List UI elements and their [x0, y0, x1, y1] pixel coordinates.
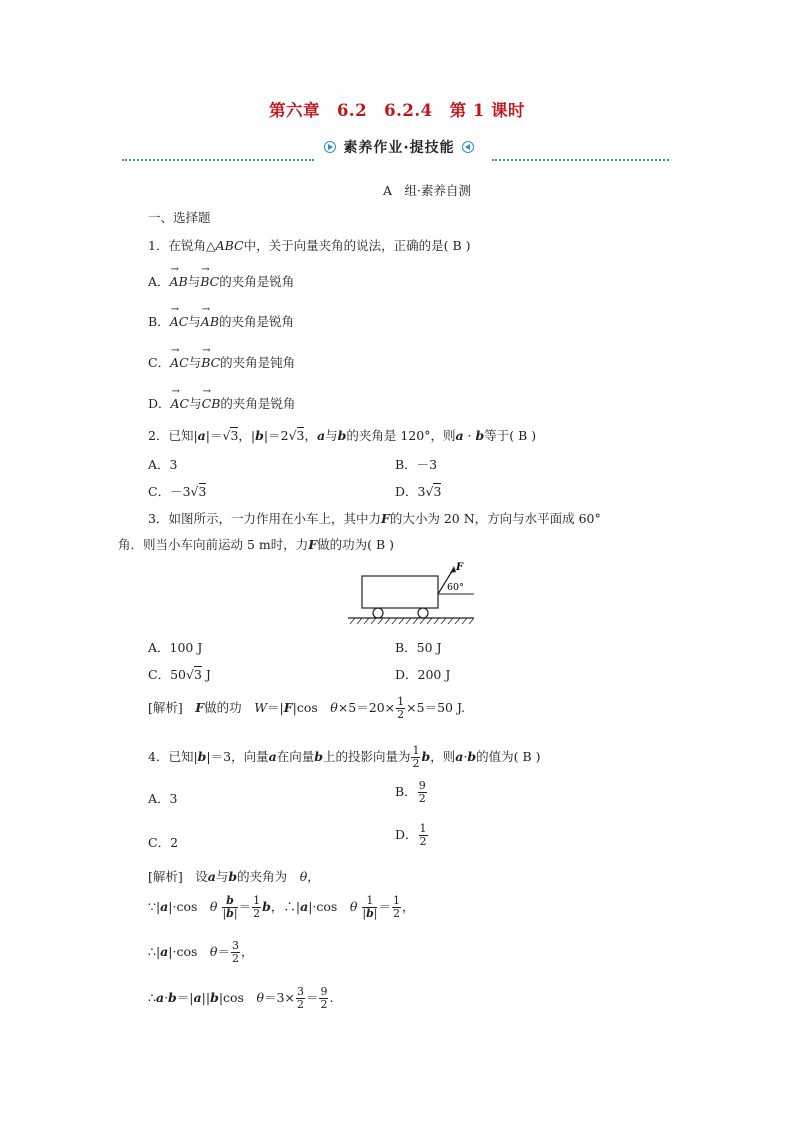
vector-a: a	[207, 869, 216, 884]
denominator: 2	[253, 907, 261, 920]
fraction-one-half	[411, 745, 420, 770]
numerator: 1	[362, 895, 377, 908]
numerator: 1	[419, 822, 427, 835]
text: ＝3×	[264, 990, 295, 1005]
option-text: 的夹角是钝角	[220, 355, 296, 370]
q3-stem-line1	[148, 509, 601, 527]
q1-option-b	[148, 312, 294, 330]
vector-ab: → AB	[170, 274, 188, 289]
vector-bc: → BC	[200, 274, 219, 289]
play-left-icon	[462, 141, 474, 153]
page-title: 第六章 6.2 6.2.4 第 1 课时	[268, 101, 526, 120]
text: ＝	[238, 899, 252, 914]
text: |cos	[292, 700, 331, 715]
text: 的夹角为	[237, 869, 288, 884]
vector-ab: → AB	[201, 314, 219, 329]
text: ∴	[148, 990, 156, 1005]
denominator: 2	[418, 792, 426, 805]
text: 等于( B )	[484, 428, 537, 443]
text: ，|	[238, 428, 256, 443]
radicand: 3	[230, 428, 239, 443]
radicand: 3	[193, 667, 202, 682]
text: 角．则当小车向前运动 5 m时，力	[118, 537, 309, 552]
denominator: |b|	[362, 907, 378, 920]
denominator: 2	[419, 835, 427, 848]
option-text: 的夹角是锐角	[220, 396, 296, 411]
sqrt-sign: √	[222, 428, 231, 443]
text: ×5＝50 J.	[406, 700, 465, 715]
text: D．	[395, 827, 418, 842]
numerator: 1	[393, 894, 400, 907]
q2-stem	[148, 426, 536, 444]
theta: θ	[330, 700, 338, 715]
text: |·cos	[168, 944, 210, 959]
question-type-label: 一、选择题	[148, 210, 211, 225]
figure-angle-label: 60°	[447, 582, 464, 593]
denominator: 2	[231, 952, 239, 965]
text: ∵|	[148, 899, 161, 914]
text: ，	[304, 428, 317, 443]
vector-ac: → AC	[171, 396, 190, 411]
fraction-one-half	[419, 823, 428, 848]
vector-a: a	[160, 899, 169, 914]
denominator: 2	[393, 907, 400, 920]
banner-text: 素养作业·提技能	[343, 140, 455, 156]
option-text: 的夹角是锐角	[219, 314, 295, 329]
fraction-three-halves	[296, 986, 305, 1011]
numerator: 1	[412, 744, 420, 757]
text: 做的功为( B )	[317, 537, 395, 552]
vector-a: a	[155, 990, 165, 1005]
text: ，	[402, 899, 415, 914]
q1-stem-suffix: 中，关于向量夹角的说法，正确的是( B )	[243, 238, 471, 253]
text: ·	[463, 428, 476, 443]
q2-option-b: B．－3	[395, 457, 438, 472]
text: ＝|	[267, 700, 284, 715]
text: ∴|	[283, 899, 301, 914]
text: |cos	[218, 990, 257, 1005]
sqrt-sign: √	[288, 428, 297, 443]
text: 3．如图所示，一力作用在小车上，其中力	[148, 511, 381, 526]
text: ·	[164, 990, 169, 1005]
fraction-three-halves	[231, 940, 240, 965]
q4-solution-line3	[148, 940, 253, 965]
force-f: F	[308, 537, 318, 552]
denominator: 2	[296, 998, 304, 1011]
q3-option-d: D．200 J	[395, 667, 451, 682]
text: J	[201, 667, 211, 682]
section-banner	[0, 137, 794, 157]
text: ＝	[217, 944, 230, 959]
vector-a: a	[268, 749, 277, 764]
banner-dotted-rule-left	[122, 159, 314, 161]
text: 在向量	[276, 749, 315, 764]
vector-b: b	[168, 990, 177, 1005]
force-f: F	[195, 700, 205, 715]
q4-option-d	[395, 823, 429, 848]
option-label: A．	[148, 274, 170, 289]
text: |＝	[205, 428, 223, 443]
vector-b: b	[421, 749, 431, 764]
vector-b: b	[262, 899, 271, 914]
numerator: 1	[253, 894, 261, 907]
vector-ac: → AC	[170, 355, 189, 370]
q4-solution-line1	[148, 867, 320, 885]
vector-b: b	[255, 428, 264, 443]
denominator: 2	[412, 757, 420, 770]
numerator: 9	[320, 985, 328, 998]
cart-wheel-left	[373, 608, 383, 618]
banner-label-box	[305, 138, 493, 156]
vector-a: a	[300, 899, 309, 914]
text: 上的投影向量为	[322, 749, 411, 764]
q1-option-a	[148, 272, 294, 290]
text: D．3	[395, 484, 426, 499]
text: ×5＝20×	[337, 700, 396, 715]
text: 2．已知|	[148, 428, 198, 443]
cart-force-figure	[346, 560, 481, 630]
numerator: 9	[418, 779, 426, 792]
vector-a: a	[197, 428, 206, 443]
q3-option-a: A．100 J	[148, 640, 203, 655]
q1-option-d	[148, 394, 295, 412]
fraction-one-half	[392, 895, 401, 920]
text: B．	[395, 784, 417, 799]
vector-b: b	[467, 749, 477, 764]
text: |＝2	[263, 428, 289, 443]
connector: 与	[187, 274, 201, 289]
ground-hatching	[350, 618, 474, 624]
vector-b: b	[197, 749, 207, 764]
text: 4．已知|	[148, 749, 198, 764]
text: ＝	[305, 990, 319, 1005]
denominator: 2	[320, 998, 328, 1011]
group-label: A 组·素养自测	[383, 183, 472, 198]
vector-b: b	[228, 869, 238, 884]
q2-option-c	[148, 482, 206, 500]
text: ，则	[430, 749, 456, 764]
option-text: 的夹角是锐角	[219, 274, 295, 289]
sqrt-sign: √	[185, 667, 194, 682]
radicand: 3	[296, 428, 305, 443]
vector-b: b	[226, 907, 234, 920]
q1-option-c	[148, 353, 295, 371]
numerator: b	[222, 895, 237, 908]
numerator: 1	[397, 695, 405, 708]
text: ·	[463, 749, 468, 764]
vector-a: a	[455, 428, 464, 443]
option-label: C．	[148, 355, 171, 370]
text: ∴|	[148, 944, 161, 959]
text: 的夹角是 120°，则	[346, 428, 456, 443]
q1-triangle: ABC	[215, 238, 244, 253]
fraction-nine-halves	[319, 986, 328, 1011]
numerator: 3	[231, 939, 239, 952]
text: |·cos	[308, 899, 350, 914]
solution-tag: [解析]	[148, 700, 183, 715]
denominator: |b|	[222, 907, 238, 920]
q4-option-c: C．2	[148, 835, 179, 850]
fraction-one-half	[396, 696, 405, 721]
option-label: D．	[148, 396, 171, 411]
vector-ac: → AC	[170, 314, 189, 329]
q4-option-b	[395, 780, 428, 805]
work-w: W	[254, 700, 268, 715]
connector: 与	[188, 355, 202, 370]
vector-a: a	[455, 749, 464, 764]
text: 的值为( B )	[476, 749, 541, 764]
theta: θ	[299, 869, 308, 884]
text: 做的功	[204, 700, 242, 715]
q3-solution	[148, 696, 465, 721]
vector-b: b	[337, 428, 347, 443]
play-right-icon	[324, 141, 336, 153]
text: 设	[195, 869, 208, 884]
text: ，	[307, 869, 320, 884]
text: ||	[201, 990, 211, 1005]
force-f: F	[283, 700, 293, 715]
force-f: F	[380, 511, 390, 526]
q2-option-a: A．3	[148, 457, 178, 472]
cart-body	[362, 576, 438, 608]
fraction-one-over-norm-b	[362, 895, 377, 920]
cart-wheel-right	[418, 608, 428, 618]
banner-dotted-rule-right	[492, 159, 669, 161]
text: |·cos	[168, 899, 210, 914]
fraction-nine-halves	[418, 780, 427, 805]
denominator: 2	[397, 708, 405, 721]
text: C．50	[148, 667, 186, 682]
vector-bc: → BC	[201, 355, 220, 370]
theta: θ	[256, 990, 264, 1005]
text: 与	[215, 869, 229, 884]
solution-tag: [解析]	[148, 869, 183, 884]
q4-solution-line4	[148, 986, 333, 1011]
vector-b: b	[314, 749, 323, 764]
option-label: B．	[148, 314, 170, 329]
theta: θ	[209, 944, 218, 959]
q3-stem-line2	[118, 535, 394, 553]
vector-cb: → CB	[202, 396, 221, 411]
connector: 与	[188, 314, 201, 329]
theta: θ	[349, 899, 358, 914]
q1-stem-prefix: 1．在锐角△	[148, 238, 216, 253]
q1-stem	[148, 236, 470, 254]
q3-option-c	[148, 665, 211, 683]
vector-a: a	[317, 428, 326, 443]
connector: 与	[189, 396, 202, 411]
theta: θ	[209, 899, 218, 914]
vector-b: b	[475, 428, 485, 443]
text: .	[329, 990, 334, 1005]
sqrt-sign: √	[190, 484, 199, 499]
text: ＝|	[176, 990, 194, 1005]
text: 的大小为 20 N，方向与水平面成 60°	[389, 511, 601, 526]
numerator: 3	[296, 985, 304, 998]
q4-stem	[148, 745, 540, 770]
text: |＝3，向量	[206, 749, 269, 764]
q2-option-d	[395, 482, 441, 500]
text: ，	[270, 899, 284, 914]
q4-option-a: A．3	[148, 791, 178, 806]
figure-force-label: F	[456, 562, 464, 573]
q3-option-b: B．50 J	[395, 640, 442, 655]
text: ，	[240, 944, 254, 959]
radicand: 3	[198, 484, 207, 499]
text: 与	[325, 428, 338, 443]
sqrt-sign: √	[425, 484, 434, 499]
fraction-b-over-norm-b	[222, 895, 237, 920]
text: ＝	[378, 899, 391, 914]
q4-solution-line2	[148, 895, 415, 920]
text: C．－3	[148, 484, 191, 499]
vector-a: a	[193, 990, 202, 1005]
vector-a: a	[160, 944, 169, 959]
radicand: 3	[433, 484, 442, 499]
vector-b: b	[366, 907, 374, 920]
vector-b: b	[210, 990, 219, 1005]
fraction-one-half	[252, 895, 261, 920]
